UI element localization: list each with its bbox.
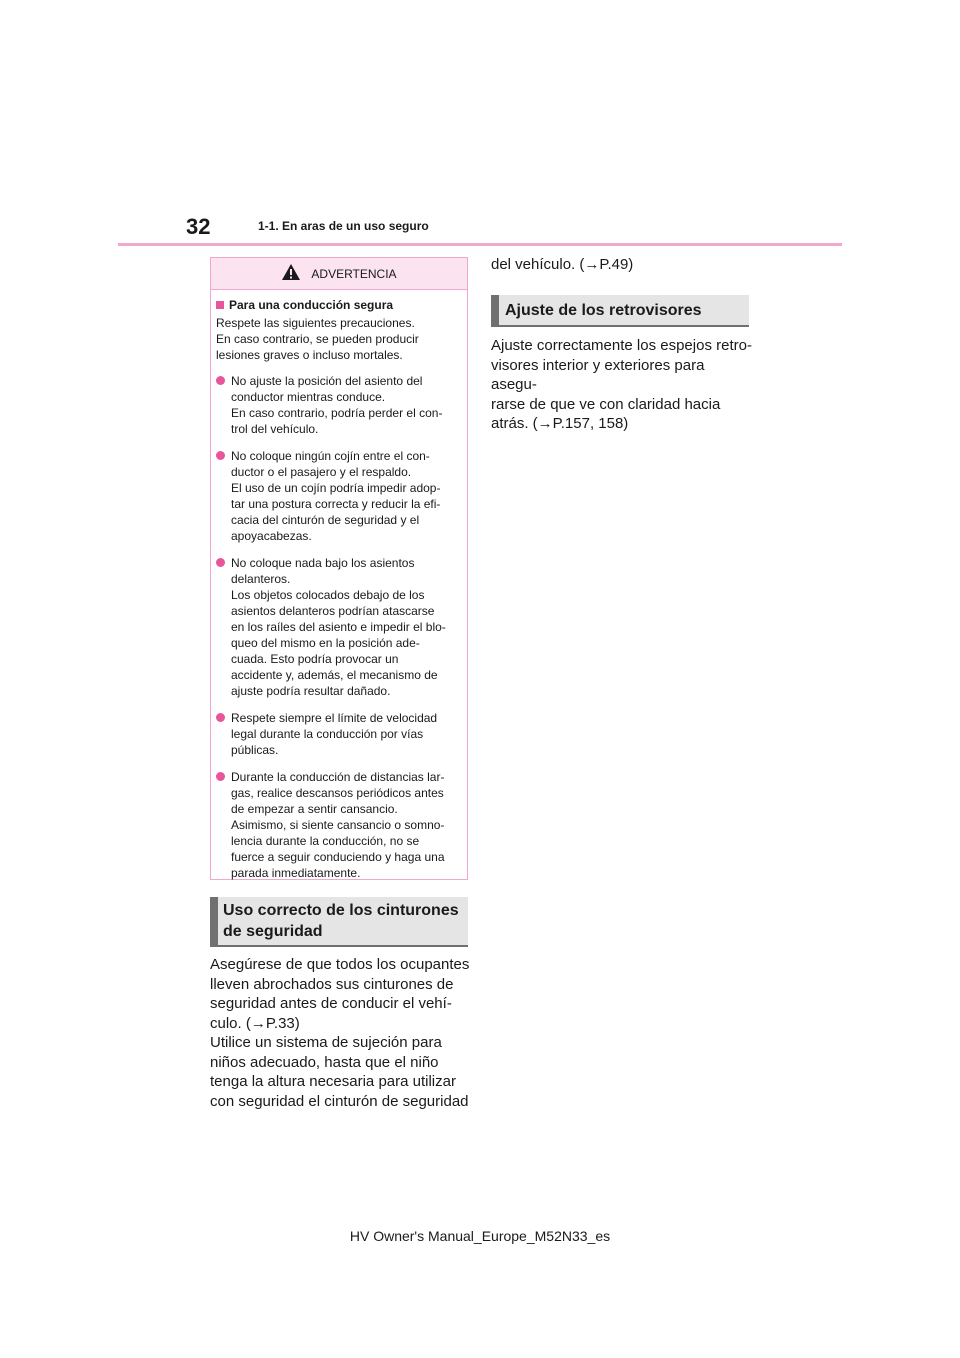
warning-item-text <box>231 448 440 544</box>
text-line: lleven abrochados sus cinturones de <box>210 975 454 993</box>
warning-item-text <box>231 555 446 699</box>
warning-title: ADVERTENCIA <box>311 266 397 281</box>
section-heading-retrovisores: Ajuste de los retrovisores <box>491 295 749 327</box>
text-line: de empezar a sentir cansancio. <box>231 802 398 816</box>
text-line: fuerce a seguir conduciendo y haga una <box>231 850 445 864</box>
text-line: tar una postura correcta y reducir la efi- <box>231 497 441 511</box>
warning-item <box>216 373 461 437</box>
text-line: accidente y, además, el mecanismo de <box>231 668 438 682</box>
text-line: gas, realice descansos periódicos antes <box>231 786 444 800</box>
circle-bullet-icon <box>216 376 225 385</box>
circle-bullet-icon <box>216 451 225 460</box>
section-heading-cinturones: Uso correcto de los cinturones de seguridad <box>210 897 468 947</box>
text-line: visores interior y exteriores para asegu- <box>491 356 705 393</box>
warning-triangle-icon <box>281 263 301 284</box>
text-line: ajuste podría resultar dañado. <box>231 684 391 698</box>
warning-list <box>216 373 461 881</box>
warning-item <box>216 555 461 699</box>
header-rule <box>118 243 842 246</box>
square-bullet-icon <box>216 301 224 309</box>
warning-item-text <box>231 769 445 881</box>
text-line: parada inmediatamente. <box>231 866 361 880</box>
warning-header <box>211 258 467 290</box>
text-line: asientos delanteros podrían atascarse <box>231 604 435 618</box>
text-line: rarse de que ve con claridad hacia <box>491 395 721 413</box>
text-line: Utilice un sistema de sujeción para <box>210 1034 442 1051</box>
text-line: legal durante la conducción por vías <box>231 727 424 741</box>
text-line: cacia del cinturón de seguridad y el <box>231 513 420 527</box>
text-line: delanteros. <box>231 572 291 586</box>
text-line: ductor o el pasajero y el respaldo. <box>231 465 412 479</box>
section-text-cinturones <box>210 955 472 1111</box>
warning-body <box>211 290 467 881</box>
page-number: 32 <box>186 214 211 239</box>
text-line: El uso de un cojín podría impedir adop- <box>231 481 441 495</box>
section-text-retrovisores <box>491 336 753 434</box>
text-line: Los objetos colocados debajo de los <box>231 588 425 602</box>
text-line: seguridad antes de conducir el vehí- <box>210 995 452 1012</box>
warning-intro: Respete las siguientes precauciones. En caso contrario, se pueden producir lesiones graves o incluso mortales. <box>216 316 419 362</box>
warning-item-text <box>231 373 442 437</box>
warning-item <box>216 448 461 544</box>
text-line: En caso contrario, podría perder el con- <box>231 406 443 420</box>
text-line: en los raíles del asiento e impedir el blo- <box>231 620 446 634</box>
footer: HV Owner's Manual_Europe_M52N33_es <box>349 1228 611 1244</box>
text-line: Asegúrese de que todos los ocupantes <box>210 956 470 973</box>
text-line: cuada. Esto podría provocar un <box>231 652 399 666</box>
continued-text: del vehículo. (→P.49) <box>491 256 634 273</box>
text-line: con seguridad el cinturón de seguridad <box>210 1092 469 1110</box>
text-line: tenga la altura necesaria para utilizar <box>210 1073 456 1090</box>
text-line: No coloque nada bajo los asientos <box>231 556 415 570</box>
text-line: Respete siempre el límite de velocidad <box>231 711 438 725</box>
warning-subheading: Para una conducción segura <box>216 297 461 313</box>
text-line: lencia durante la conducción, no se <box>231 834 420 848</box>
text-line: apoyacabezas. <box>231 529 312 543</box>
text-line: trol del vehículo. <box>231 422 319 436</box>
circle-bullet-icon <box>216 772 225 781</box>
warning-item <box>216 769 461 881</box>
text-line: Asimismo, si siente cansancio o somno- <box>231 818 445 832</box>
warning-item <box>216 710 461 758</box>
warning-item-text <box>231 710 437 758</box>
circle-bullet-icon <box>216 558 225 567</box>
text-line: niños adecuado, hasta que el niño <box>210 1053 439 1071</box>
text-line: públicas. <box>231 743 279 757</box>
section-title: 1-1. En aras de un uso seguro <box>258 219 429 233</box>
text-line: Durante la conducción de distancias lar- <box>231 770 445 784</box>
text-line: culo. (→P.33) <box>210 1014 300 1032</box>
text-line: atrás. (→P.157, 158) <box>491 415 629 432</box>
text-line: conductor mientras conduce. <box>231 390 386 404</box>
text-line: No ajuste la posición del asiento del <box>231 374 423 388</box>
text-line: No coloque ningún cojín entre el con- <box>231 449 430 463</box>
text-line: queo del mismo en la posición ade- <box>231 636 420 650</box>
circle-bullet-icon <box>216 713 225 722</box>
text-line: Ajuste correctamente los espejos retro- <box>491 337 752 354</box>
warning-box <box>210 257 468 880</box>
